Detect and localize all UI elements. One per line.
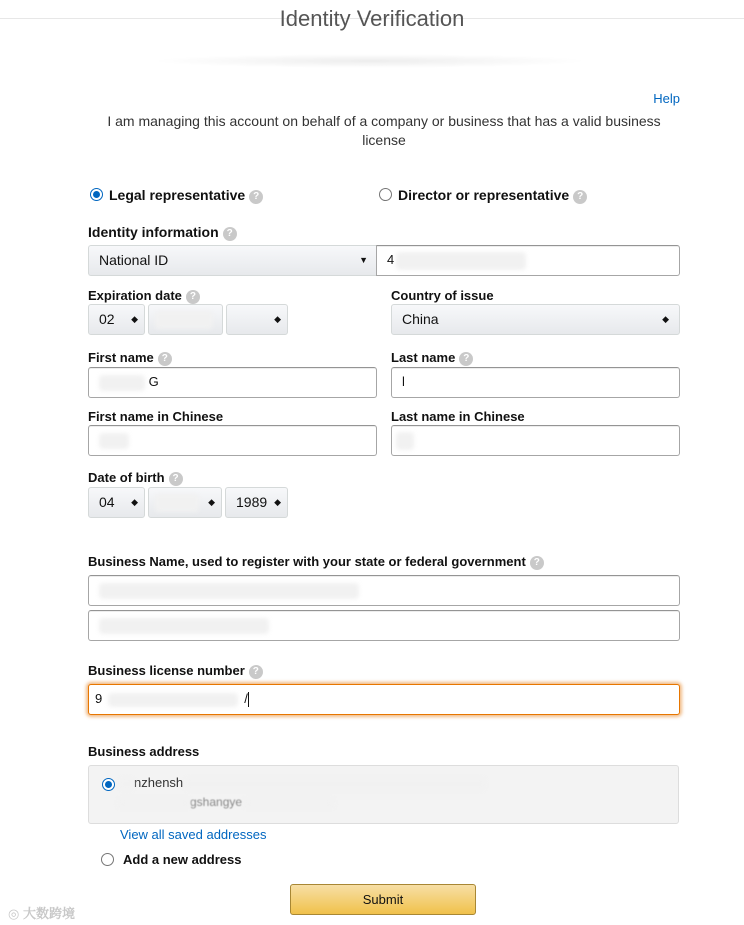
add-new-address-label: Add a new address xyxy=(123,852,242,867)
redacted-region xyxy=(99,375,145,391)
director-radio[interactable] xyxy=(379,188,392,201)
chevron-updown-icon: ◆ xyxy=(662,314,669,324)
id-type-select[interactable] xyxy=(88,245,378,276)
chevron-updown-icon: ◆ xyxy=(131,497,138,507)
director-label: Director or representative xyxy=(398,187,570,203)
id-type-value: National ID xyxy=(99,252,169,268)
dob-day-select[interactable] xyxy=(88,487,145,518)
first-name-label: First name ? xyxy=(88,350,172,366)
help-icon[interactable]: ? xyxy=(158,352,172,366)
identity-info-label: Identity information ? xyxy=(88,224,237,241)
last-name-label: Last name ? xyxy=(391,350,473,366)
first-name-chinese-label: First name in Chinese xyxy=(88,409,224,424)
help-link[interactable]: Help xyxy=(653,91,680,106)
expiration-month-value: 02 xyxy=(99,311,115,327)
saved-address-line2-text: gshangye xyxy=(190,795,243,809)
page-title: Identity Verification xyxy=(279,6,465,31)
expiration-date-label: Expiration date ? xyxy=(88,288,200,304)
expiration-month-select[interactable] xyxy=(88,304,145,335)
business-address-label: Business address xyxy=(88,744,200,759)
chevron-updown-icon: ◆ xyxy=(208,497,215,507)
legal-representative-radio[interactable] xyxy=(90,188,103,201)
first-name-value: G xyxy=(148,374,159,389)
country-select[interactable] xyxy=(391,304,680,335)
first-name-chinese-input[interactable] xyxy=(88,425,377,456)
add-new-address-radio[interactable] xyxy=(101,853,114,866)
redacted-region xyxy=(118,798,190,808)
help-icon[interactable]: ? xyxy=(459,352,473,366)
business-name-secondary-input[interactable] xyxy=(88,610,680,641)
redacted-region xyxy=(99,583,359,599)
redacted-region xyxy=(244,798,334,808)
view-saved-addresses-link[interactable]: View all saved addresses xyxy=(120,827,267,842)
business-license-input[interactable] xyxy=(88,684,680,715)
help-icon[interactable]: ? xyxy=(573,190,587,204)
dob-day-value: 04 xyxy=(99,494,115,510)
help-icon[interactable]: ? xyxy=(249,665,263,679)
business-license-label: Business license number ? xyxy=(88,663,263,679)
license-value-end: / xyxy=(244,691,248,706)
redacted-region xyxy=(155,494,199,512)
title-shadow xyxy=(150,54,590,68)
chevron-down-icon: ▼ xyxy=(359,255,368,265)
saved-address-line1-text: nzhensh xyxy=(134,775,184,790)
dob-year-select[interactable] xyxy=(225,487,288,518)
last-name-input[interactable] xyxy=(391,367,680,398)
help-icon[interactable]: ? xyxy=(223,227,237,241)
id-number-value: 4 xyxy=(387,252,395,267)
business-name-label: Business Name, used to register with your state or federal government ? xyxy=(88,554,544,570)
redacted-region xyxy=(396,432,414,450)
redacted-region xyxy=(396,252,526,270)
chevron-updown-icon: ◆ xyxy=(131,314,138,324)
submit-button[interactable]: Submit xyxy=(290,884,476,915)
help-icon[interactable]: ? xyxy=(186,290,200,304)
chevron-updown-icon: ◆ xyxy=(274,497,281,507)
watermark-logo-icon: ◎ xyxy=(8,906,20,921)
expiration-day-select[interactable] xyxy=(148,304,223,335)
help-icon[interactable]: ? xyxy=(169,472,183,486)
help-icon[interactable]: ? xyxy=(530,556,544,570)
dob-month-select[interactable] xyxy=(148,487,222,518)
legal-representative-label: Legal representative xyxy=(109,187,246,203)
redacted-region xyxy=(99,618,269,634)
saved-address-radio[interactable] xyxy=(102,778,115,791)
dob-label: Date of birth ? xyxy=(88,470,183,486)
last-name-chinese-label: Last name in Chinese xyxy=(391,409,525,424)
country-value: China xyxy=(402,311,439,327)
watermark-text: 大数跨境 xyxy=(22,906,75,921)
last-name-chinese-input[interactable] xyxy=(391,425,680,456)
first-name-input[interactable] xyxy=(88,367,377,398)
redacted-region xyxy=(120,778,134,790)
redacted-region xyxy=(108,693,238,707)
expiration-year-select[interactable] xyxy=(226,304,288,335)
country-label: Country of issue xyxy=(391,288,494,303)
saved-address-line1 xyxy=(120,775,660,795)
intro-text: I am managing this account on behalf of a company or business that has a valid business license xyxy=(107,113,661,148)
dob-year-value: 1989 xyxy=(236,494,268,510)
chevron-updown-icon: ◆ xyxy=(274,314,281,324)
help-icon[interactable]: ? xyxy=(249,190,263,204)
text-cursor xyxy=(248,692,249,707)
business-name-input[interactable] xyxy=(88,575,680,606)
saved-address-line2 xyxy=(118,795,658,813)
watermark xyxy=(8,903,75,922)
redacted-region xyxy=(99,433,129,449)
redacted-region xyxy=(155,311,213,329)
redacted-region xyxy=(185,778,485,790)
last-name-value: l xyxy=(402,374,405,389)
license-value-start: 9 xyxy=(95,691,103,706)
